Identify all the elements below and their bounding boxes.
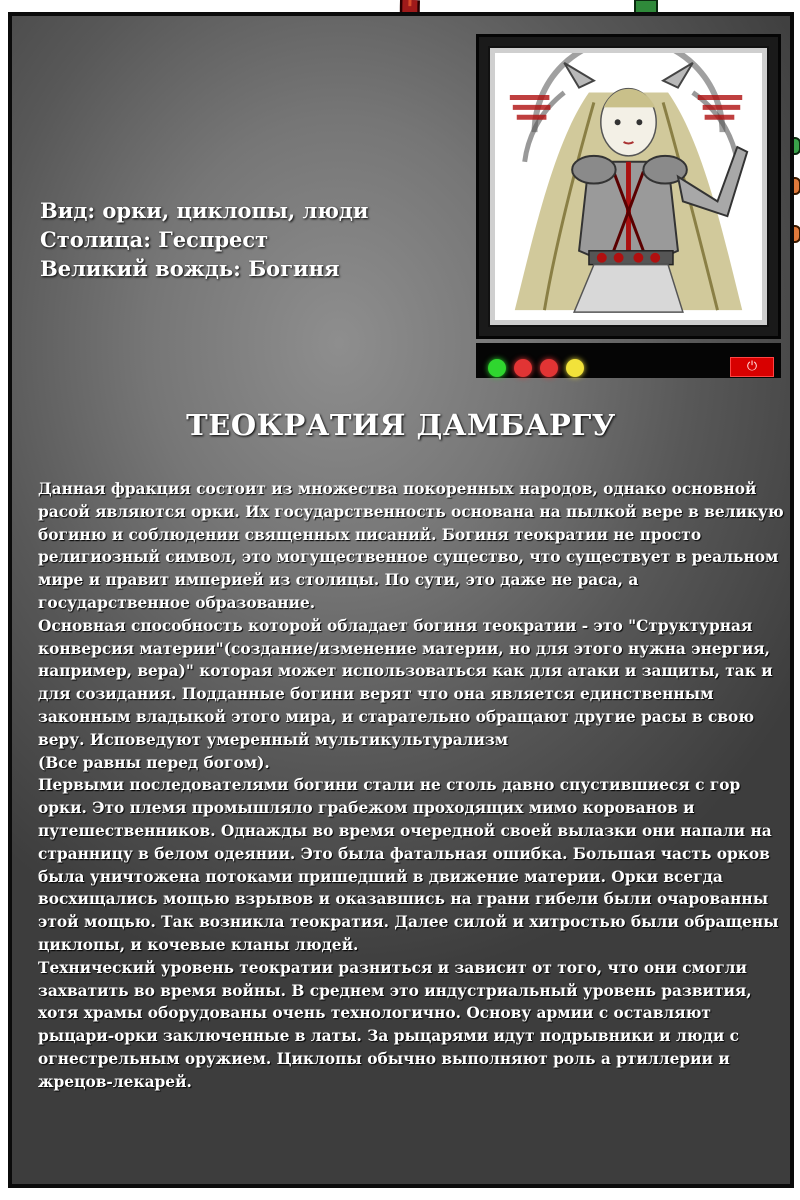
paragraph-2: Основная способность которой обладает богиня теократии - это "Структурная конверсия материи"(создание/изменение материи, но для этого нужна энергия, например, вера)" которая может использоваться как для атаки и защиты, так и для созидания. Подданные богини верят что она является единственным законным владыкой этого мира, и старательно обращают другие расы в свою веру. Исповедуют умеренный мультикультурализм (Все равны перед богом).	[38, 616, 773, 772]
monitor-frame	[476, 34, 781, 339]
monitor-base	[476, 343, 781, 378]
paragraph-3: Первыми последователями богини стали не столь давно спустившиеся с гор орки. Это племя промышляло грабежом проходящих мимо корованов и путешественников. Однажды во время очередной своей вылазки они напали на странницу в белом одеянии. Это была фатальная ошибка. Большая часть орков была уничтожена потоками пришедший в движение материи. Орки всегда восхищались мощью взрывов и оказавшись на грани гибели были очарованны этой мощью. Так возникла теократия. Далее силой и хитростью были обращены циклопы, и кочевые кланы людей.	[38, 776, 779, 954]
leader-line: Великий вождь: Богиня	[40, 256, 340, 281]
paragraph-4: Технический уровень теократии разниться и зависит от того, что они смогли захватить во время войны. В среднем это индустриальный уровень развития, хотя храмы оборудованы очень технологично. Основу армии с оставляют рыцари-орки заключенные в латы. За рыцарями идут подрывники и люди с огнестрельным оружием. Циклопы обычно выполняют роль а ртиллерии и жрецов-лекарей.	[38, 958, 752, 1091]
faction-info	[40, 196, 368, 283]
led-yellow	[566, 359, 584, 377]
faction-title: ТЕОКРАТИЯ ДАМБАРГУ	[186, 408, 616, 442]
goddess-portrait	[495, 53, 762, 320]
led-red-2	[540, 359, 558, 377]
led-green	[488, 359, 506, 377]
faction-description	[38, 478, 786, 1094]
paragraph-1: Данная фракция состоит из множества покоренных народов, однако основной расой являются орки. Их государственность основана на пылкой вере в великую богиню и соблюдении священных писаний. Богиня теократии не просто религиозный символ, это могущественное существо, что существует в реальном мире и правит империей из столицы. По сути, это даже не раса, а государственное образование.	[38, 480, 784, 612]
power-icon[interactable]: ⏻	[730, 357, 774, 377]
portrait-monitor	[476, 34, 781, 378]
species-line: Вид: орки, циклопы, люди	[40, 198, 369, 223]
led-red-1	[514, 359, 532, 377]
capital-line: Столица: Геспрест	[40, 227, 269, 252]
